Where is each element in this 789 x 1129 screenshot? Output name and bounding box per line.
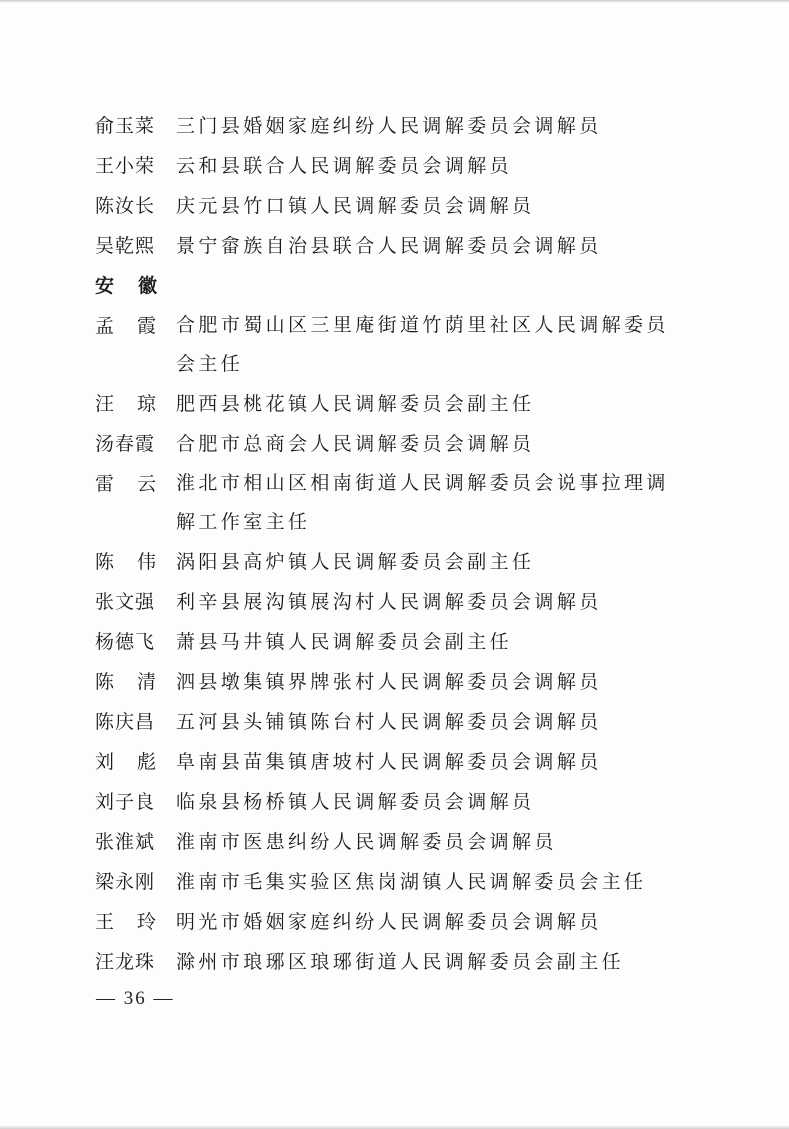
person-title: 合肥市蜀山区三里庵街道竹荫里社区人民调解委员会主任 — [176, 314, 669, 375]
name-list — [0, 106, 789, 982]
person-name: 杨德飞 — [95, 631, 156, 653]
province-heading-row — [0, 266, 789, 306]
name-char: 雷 — [95, 473, 116, 495]
province-heading — [95, 266, 157, 306]
list-item — [0, 186, 789, 226]
person-name: 陈庆昌 — [95, 711, 156, 733]
name-char: 伟 — [136, 551, 157, 573]
person-title: 合肥市总商会人民调解委员会调解员 — [176, 433, 535, 455]
person-title: 利辛县展沟镇展沟村人民调解委员会调解员 — [176, 591, 602, 613]
list-item — [0, 424, 789, 464]
person-name — [95, 742, 157, 782]
person-name — [95, 384, 157, 424]
list-item — [0, 542, 789, 582]
scan-bottom-edge — [0, 1125, 789, 1129]
person-name — [95, 902, 157, 942]
person-title: 庆元县竹口镇人民调解委员会调解员 — [176, 195, 535, 217]
list-item — [0, 226, 789, 266]
person-title: 淮南市毛集实验区焦岗湖镇人民调解委员会主任 — [176, 871, 647, 893]
page-number: — 36 — — [96, 988, 175, 1009]
province-char: 徽 — [137, 275, 157, 297]
person-title: 泗县墩集镇界牌张村人民调解委员会调解员 — [176, 671, 602, 693]
list-item — [0, 822, 789, 862]
name-char: 清 — [136, 671, 157, 693]
person-name: 吴乾熙 — [95, 235, 156, 257]
person-title: 临泉县杨桥镇人民调解委员会调解员 — [176, 791, 535, 813]
person-name — [95, 662, 157, 702]
person-title: 三门县婚姻家庭纠纷人民调解委员会调解员 — [176, 115, 602, 137]
list-item — [0, 146, 789, 186]
name-char: 彪 — [136, 751, 157, 773]
list-item — [0, 384, 789, 424]
person-name: 王小荣 — [95, 155, 156, 177]
person-title: 涡阳县高炉镇人民调解委员会副主任 — [176, 551, 535, 573]
person-title: 云和县联合人民调解委员会调解员 — [176, 155, 513, 177]
list-item — [0, 582, 789, 622]
name-char: 孟 — [95, 315, 116, 337]
list-item — [0, 942, 789, 982]
person-name: 张文强 — [95, 591, 156, 613]
scan-top-edge — [0, 0, 789, 3]
name-char: 陈 — [95, 551, 116, 573]
person-name: 梁永刚 — [95, 871, 156, 893]
person-title: 淮北市相山区相南街道人民调解委员会说事拉理调解工作室主任 — [176, 472, 669, 533]
person-title: 淮南市医患纠纷人民调解委员会调解员 — [176, 831, 557, 853]
list-item — [0, 782, 789, 822]
list-item — [0, 742, 789, 782]
list-item — [0, 662, 789, 702]
person-name: 刘子良 — [95, 791, 156, 813]
name-char: 琼 — [136, 393, 157, 415]
list-item — [0, 464, 789, 542]
name-char: 陈 — [95, 671, 116, 693]
list-item — [0, 862, 789, 902]
list-item — [0, 622, 789, 662]
person-name: 汤春霞 — [95, 433, 156, 455]
person-title: 肥西县桃花镇人民调解委员会副主任 — [176, 393, 535, 415]
list-item — [0, 702, 789, 742]
name-char: 王 — [95, 911, 116, 933]
name-char: 云 — [136, 473, 157, 495]
person-title: 明光市婚姻家庭纠纷人民调解委员会调解员 — [176, 911, 602, 933]
name-char: 玲 — [136, 911, 157, 933]
person-name — [95, 464, 157, 504]
list-item — [0, 902, 789, 942]
person-name: 汪龙珠 — [95, 951, 156, 973]
name-char: 刘 — [95, 751, 116, 773]
person-name: 俞玉菜 — [95, 115, 156, 137]
person-title: 萧县马井镇人民调解委员会副主任 — [176, 631, 513, 653]
name-char: 霞 — [136, 315, 157, 337]
person-name — [95, 306, 157, 346]
province-char: 安 — [95, 275, 115, 297]
person-name: 陈汝长 — [95, 195, 156, 217]
person-title: 阜南县苗集镇唐坡村人民调解委员会调解员 — [176, 751, 602, 773]
person-title: 滁州市琅琊区琅琊街道人民调解委员会副主任 — [176, 951, 625, 973]
name-char: 汪 — [95, 393, 116, 415]
person-title: 五河县头铺镇陈台村人民调解委员会调解员 — [176, 711, 602, 733]
list-item — [0, 106, 789, 146]
person-title: 景宁畲族自治县联合人民调解委员会调解员 — [176, 235, 602, 257]
person-name: 张淮斌 — [95, 831, 156, 853]
person-name — [95, 542, 157, 582]
list-item — [0, 306, 789, 384]
